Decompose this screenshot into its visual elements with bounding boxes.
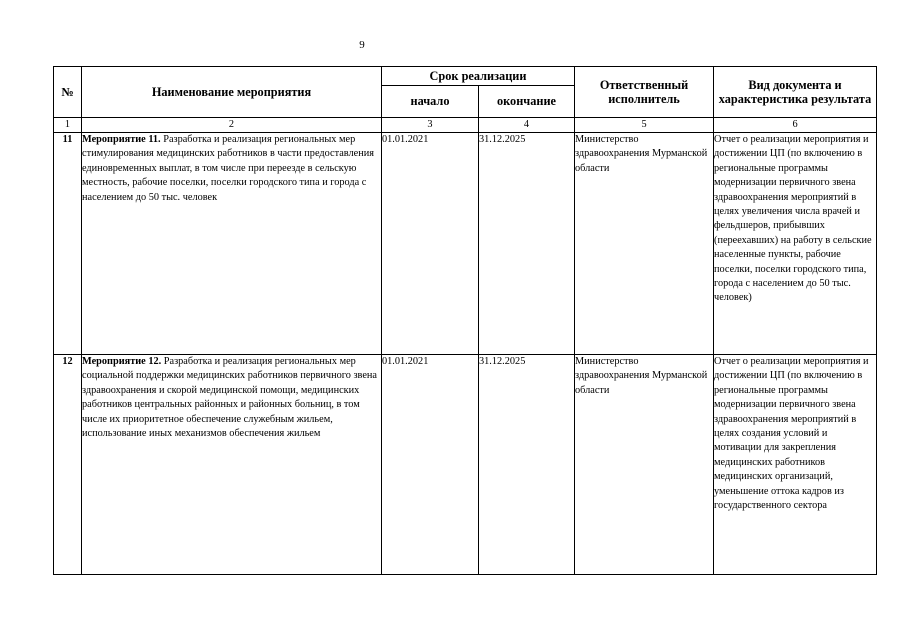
column-numbers-row	[54, 118, 877, 133]
table-row	[54, 133, 877, 355]
measure-description: Разработка и реализация региональных мер стимулирования медицинских работников в части предоставления единовременных выплат, в том числе при переезде в сельскую местность, рабочие поселки, поселки городского типа и города с населением до 50 тыс. человек	[82, 134, 374, 203]
column-number: 2	[82, 118, 382, 133]
result-description: Отчет о реализации мероприятия и достижении ЦП (по включению в региональные программы модернизации первичного звена здравоохранения мероприятий в целях увеличения числа врачей и фельдшеров, прибывших (переехавших) на работу в сельские населенные пункты, рабочие поселки, поселки городского типа, города с населением до 50 тыс. человек)	[714, 133, 877, 355]
start-date: 01.01.2021	[382, 355, 479, 575]
start-date: 01.01.2021	[382, 133, 479, 355]
header-responsible: Ответственный исполнитель	[575, 67, 714, 118]
column-number: 4	[479, 118, 575, 133]
column-number: 3	[382, 118, 479, 133]
end-date: 31.12.2025	[479, 355, 575, 575]
measures-table	[53, 66, 877, 575]
header-name: Наименование мероприятия	[82, 67, 382, 118]
header-start: начало	[382, 85, 479, 117]
header-number: №	[54, 67, 82, 118]
measure-title: Мероприятие 11.	[82, 134, 161, 145]
responsible-executor: Министерство здравоохранения Мурманской области	[575, 133, 714, 355]
column-number: 6	[714, 118, 877, 133]
measure-title: Мероприятие 12.	[82, 356, 162, 367]
measure-description: Разработка и реализация региональных мер социальной поддержки медицинских работников первичного звена здравоохранения и скорой медицинской помощи, медицинских работников центральных районных и районных больниц, в том числе их приоритетное обеспечение служебным жильем, использование иных механизмов обеспечения жильем	[82, 356, 377, 440]
header-period: Срок реализации	[382, 67, 575, 86]
end-date: 31.12.2025	[479, 133, 575, 355]
table-row	[54, 355, 877, 575]
row-number: 11	[54, 133, 82, 355]
measure-name-cell	[82, 355, 382, 575]
column-number: 1	[54, 118, 82, 133]
measure-name-cell	[82, 133, 382, 355]
header-result: Вид документа и характеристика результата	[714, 67, 877, 118]
result-description: Отчет о реализации мероприятия и достижении ЦП (по включению в региональные программы модернизации первичного звена здравоохранения мероприятий в целях создания условий и мотивации для закрепления медицинских работников медицинских организаций, уменьшение оттока кадров из государственного сектора	[714, 355, 877, 575]
responsible-executor: Министерство здравоохранения Мурманской области	[575, 355, 714, 575]
row-number: 12	[54, 355, 82, 575]
column-number: 5	[575, 118, 714, 133]
page-number: 9	[359, 39, 365, 51]
header-end: окончание	[479, 85, 575, 117]
